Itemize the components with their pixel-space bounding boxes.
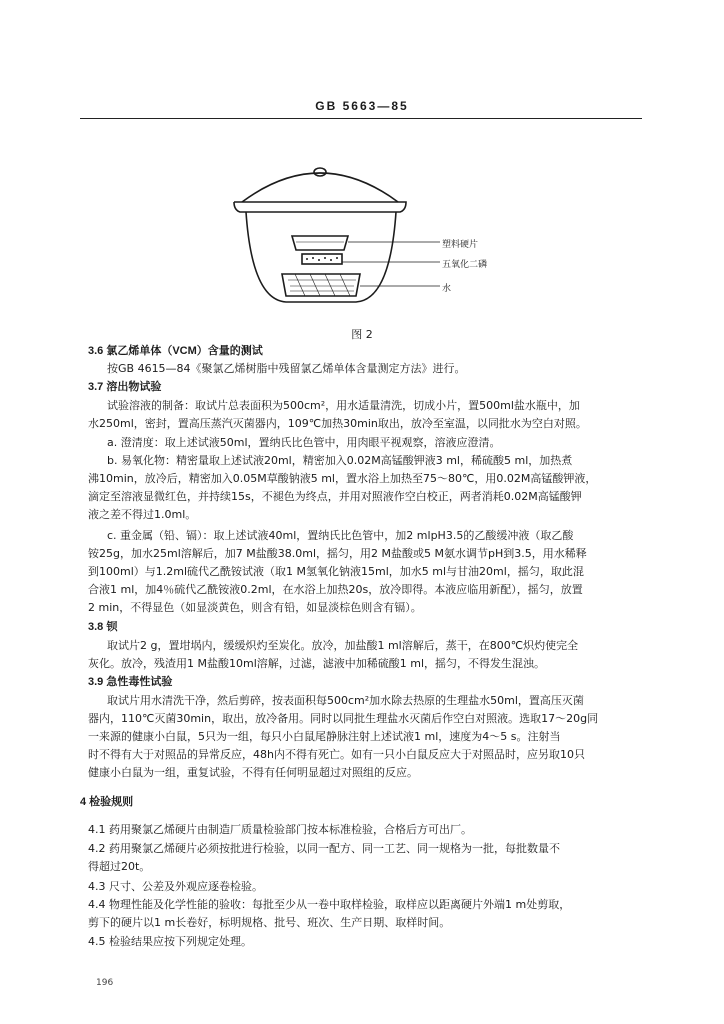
lid-knob bbox=[314, 168, 326, 176]
figure-caption: 图 2 bbox=[351, 328, 373, 341]
dish-lid bbox=[242, 173, 398, 202]
dish-rim bbox=[234, 202, 406, 212]
body-line: 一来源的健康小白鼠，5只为一组，每只小白鼠尾静脉注射上述试液1 ml，速度为4～5 s。注射当 bbox=[88, 730, 561, 743]
body-line: 剪下的硬片以1 m长卷好，标明规格、批号、班次、生产日期、取样时间。 bbox=[88, 916, 451, 929]
body-line: 沸10min，放冷后，精密加入0.05M草酸钠液5 ml，置水浴上加热至75～80℃，用0.02M高锰酸钾液， bbox=[88, 472, 597, 485]
body-line: 取试片用水清洗干净，然后剪碎，按表面积每500cm²加水除去热原的生理盐水50ml，置高压灭菌 bbox=[107, 694, 584, 707]
section-3-8-heading: 3.8 钡 bbox=[88, 621, 118, 633]
body-line: 2 min，不得显色（如显淡黄色，则含有铅，如显淡棕色则含有镉）。 bbox=[88, 601, 422, 614]
page-number: 196 bbox=[96, 978, 114, 988]
sheet-holder bbox=[292, 236, 348, 250]
label-desiccant: 五氧化二磷 bbox=[442, 260, 488, 270]
body-line: 4.4 物理性能及化学性能的验收：每批至少从一卷中取样检验，取样应以距离硬片外端1 m处剪取， bbox=[88, 898, 571, 911]
body-line: 合液1 ml，加4％硫代乙酰铵液0.2ml，在水浴上加热20s，放冷即得。本液应临用新配），摇匀，放置 bbox=[88, 583, 583, 596]
body-line: 水250ml，密封，置高压蒸汽灭菌器内，109℃加热30min取出，放冷至室温，以同批水为空白对照。 bbox=[88, 417, 587, 430]
label-water: 水 bbox=[442, 284, 452, 294]
section-3-6-heading: 3.6 氯乙烯单体（VCM）含量的测试 bbox=[88, 345, 263, 357]
body-line: 到100ml）与1.2ml硫代乙酰铵试液（取1 M氢氧化钠液15ml，加水5 ml与甘油20ml，摇匀，取此混 bbox=[88, 565, 584, 578]
body-line: b. 易氧化物：精密量取上述试液20ml，精密加入0.02M高锰酸钾液3 ml，稀硫酸5 ml，加热煮 bbox=[107, 454, 573, 467]
body-line: 器内，110℃灭菌30min，取出，放冷备用。同时以同批生理盐水灭菌后作空白对照液。选取17～20g同 bbox=[88, 712, 599, 725]
body-line: a. 澄清度：取上述试液50ml，置纳氏比色管中，用肉眼平视观察，溶液应澄清。 bbox=[107, 436, 501, 449]
body-line: 滴定至溶液显微红色，并持续15s，不褪色为终点，并用对照液作空白校正，两者消耗0.02M高锰酸钾 bbox=[88, 490, 582, 503]
header-rule bbox=[80, 118, 642, 119]
body-line: 4.1 药用聚氯乙烯硬片由制造厂质量检验部门按本标准检验，合格后方可出厂。 bbox=[88, 823, 472, 836]
body-line: 4.2 药用聚氯乙烯硬片必须按批进行检验，以同一配方、同一工艺、同一规格为一批，每批数量不 bbox=[88, 842, 560, 855]
body-line: 液之差不得过1.0ml。 bbox=[88, 508, 197, 521]
section-4-heading: 4 检验规则 bbox=[80, 796, 134, 808]
body-line: 健康小白鼠为一组，重复试验，不得有任何明显超过对照组的反应。 bbox=[88, 766, 418, 779]
body-line: c. 重金属（铅、镉）：取上述试液40ml，置纳氏比色管中，加2 mlpH3.5的乙酸缓冲液（取乙酸 bbox=[107, 529, 574, 542]
body-line: 铵25g，加水25ml溶解后，加7 M盐酸38.0ml，摇匀，用2 M盐酸或5 M氨水调节pH到3.5，用水稀释 bbox=[88, 547, 587, 560]
body-line: 时不得有大于对照品的异常反应，48h内不得有死亡。如有一只小白鼠反应大于对照品时，应另取10只 bbox=[88, 748, 585, 761]
body-line: 灰化。放冷，残渣用1 M盐酸10ml溶解，过滤，滤液中加稀硫酸1 ml，摇匀，不得发生混浊。 bbox=[88, 657, 546, 670]
section-3-9-heading: 3.9 急性毒性试验 bbox=[88, 676, 173, 688]
label-plastic-sheet: 塑料硬片 bbox=[442, 240, 479, 250]
body-line: 4.3 尺寸、公差及外观应逐卷检验。 bbox=[88, 880, 263, 893]
standard-header: GB 5663—85 bbox=[315, 99, 409, 113]
dish-bowl bbox=[246, 212, 396, 302]
body-line: 得超过20t。 bbox=[88, 860, 151, 873]
body-line: 取试片2 g，置坩埚内，缓缓炽灼至炭化。放冷，加盐酸1 ml溶解后，蒸干，在800℃炽灼使完全 bbox=[107, 639, 579, 652]
body-line: 4.5 检验结果应按下列规定处理。 bbox=[88, 935, 252, 948]
body-line: 试验溶液的制备：取试片总表面积为500cm²，用水适量清洗，切成小片，置500ml盐水瓶中，加 bbox=[107, 399, 580, 412]
body-line: 按GB 4615—84《聚氯乙烯树脂中残留氯乙烯单体含量测定方法》进行。 bbox=[107, 362, 466, 375]
section-3-7-heading: 3.7 溶出物试验 bbox=[88, 381, 162, 393]
